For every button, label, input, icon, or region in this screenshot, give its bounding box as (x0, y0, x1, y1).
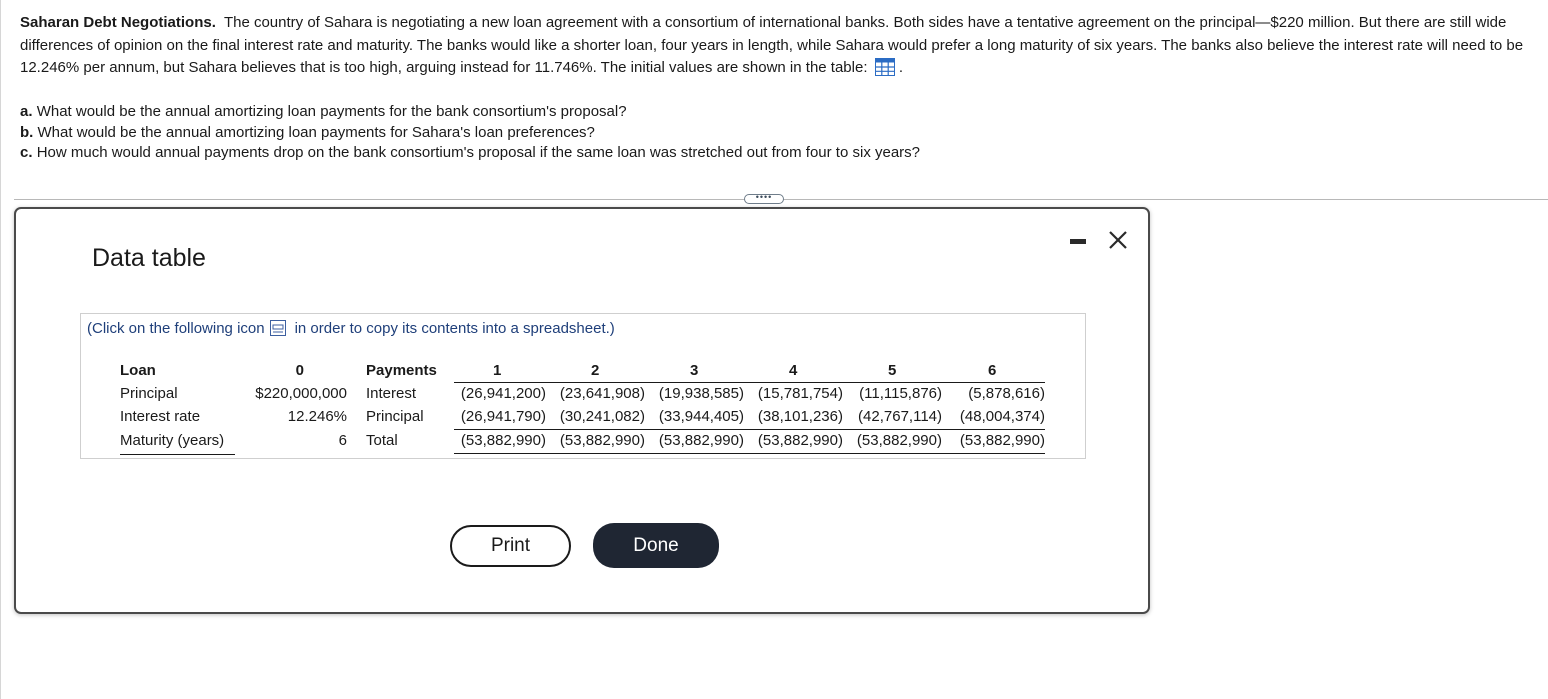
payment-cell: (26,941,200) (460, 385, 546, 402)
question-text: What would be the annual amortizing loan payments for the bank consortium's proposal? (36, 103, 627, 120)
year-header: 4 (789, 362, 798, 379)
question-letter: b. (20, 123, 34, 141)
loan-header: Loan (120, 362, 156, 379)
payment-cell: (42,767,114) (858, 408, 942, 425)
page-left-border (0, 0, 1, 699)
payment-cell: (53,882,990) (460, 432, 546, 449)
payment-cell: (53,882,990) (757, 432, 843, 449)
payment-cell: (26,941,790) (460, 408, 546, 425)
payment-cell: (15,781,754) (757, 385, 843, 402)
payments-header-underline (454, 382, 1045, 383)
question-b (20, 123, 920, 144)
payment-cell: (53,882,990) (959, 432, 1045, 449)
data-table-dialog (14, 207, 1150, 614)
payment-cell: (11,115,876) (859, 385, 942, 402)
question-letter: a. (20, 103, 33, 120)
total-underline (454, 453, 1045, 454)
question-c (20, 143, 920, 164)
problem-trailing: . (898, 59, 904, 76)
question-letter: c. (20, 144, 33, 161)
loan-underline (120, 454, 235, 455)
loan-row-value: $220,000,000 (255, 385, 347, 402)
year-header: 1 (493, 362, 502, 379)
done-button[interactable]: Done (593, 523, 719, 568)
problem-title: Saharan Debt Negotiations. (20, 14, 216, 31)
question-list (20, 102, 920, 164)
copy-note-before: (Click on the following icon (87, 320, 265, 337)
minimize-button[interactable] (1068, 238, 1090, 252)
copy-instruction (87, 320, 615, 337)
year-header: 3 (690, 362, 699, 379)
payment-cell: (53,882,990) (658, 432, 744, 449)
dialog-title: Data table (92, 244, 206, 272)
table-grid-icon[interactable] (875, 58, 895, 76)
copy-spreadsheet-icon[interactable] (270, 320, 286, 336)
payment-cell: (53,882,990) (856, 432, 942, 449)
payment-cell: (33,944,405) (658, 408, 744, 425)
payment-cell: (53,882,990) (559, 432, 645, 449)
year-header: 6 (988, 362, 997, 379)
payment-cell: (19,938,585) (658, 385, 744, 402)
problem-statement (20, 12, 1544, 80)
loan-row-value: 12.246% (287, 408, 347, 425)
year-header: 2 (591, 362, 600, 379)
data-table (80, 313, 1086, 459)
payment-cell: (23,641,908) (559, 385, 645, 402)
payment-row-label: Interest (366, 385, 417, 402)
principal-underline (454, 429, 1045, 430)
question-text: How much would annual payments drop on the bank consortium's proposal if the same loan was stretched out from four to six years? (36, 144, 921, 161)
problem-body: The country of Sahara is negotiating a new loan agreement with a consortium of international banks. Both sides have a tentative agreement on the principal—$220 million. But there are still wide differences of opinion on the final interest rate and maturity. The banks would like a shorter loan, four years in length, while Sahara would prefer a long maturity of six years. The banks also believe the interest rate will need to be 12.246% per annum, but Sahara believes that is too high, arguing instead for 11.746%. The initial values are shown in the table: (20, 14, 1524, 76)
payment-row-label: Total (366, 432, 398, 449)
loan-row-value: 6 (338, 432, 347, 449)
loan-row-label: Principal (120, 385, 178, 402)
payment-row-label: Principal (366, 408, 424, 425)
payment-cell: (30,241,082) (559, 408, 645, 425)
loan-row-label: Interest rate (120, 408, 201, 425)
loan-col-header: 0 (295, 362, 304, 379)
expand-more-button[interactable]: •••• (744, 194, 784, 204)
question-a (20, 102, 920, 123)
payment-cell: (48,004,374) (959, 408, 1045, 425)
payment-cell: (38,101,236) (757, 408, 843, 425)
print-button[interactable]: Print (450, 525, 571, 567)
minimize-icon (1070, 239, 1086, 244)
loan-row-label: Maturity (years) (120, 432, 225, 449)
close-icon[interactable] (1106, 228, 1130, 252)
question-text: What would be the annual amortizing loan payments for Sahara's loan preferences? (37, 123, 595, 141)
payments-header: Payments (366, 362, 437, 379)
payment-cell: (5,878,616) (968, 385, 1045, 402)
copy-note-after: in order to copy its contents into a spreadsheet.) (294, 320, 615, 337)
year-header: 5 (888, 362, 897, 379)
